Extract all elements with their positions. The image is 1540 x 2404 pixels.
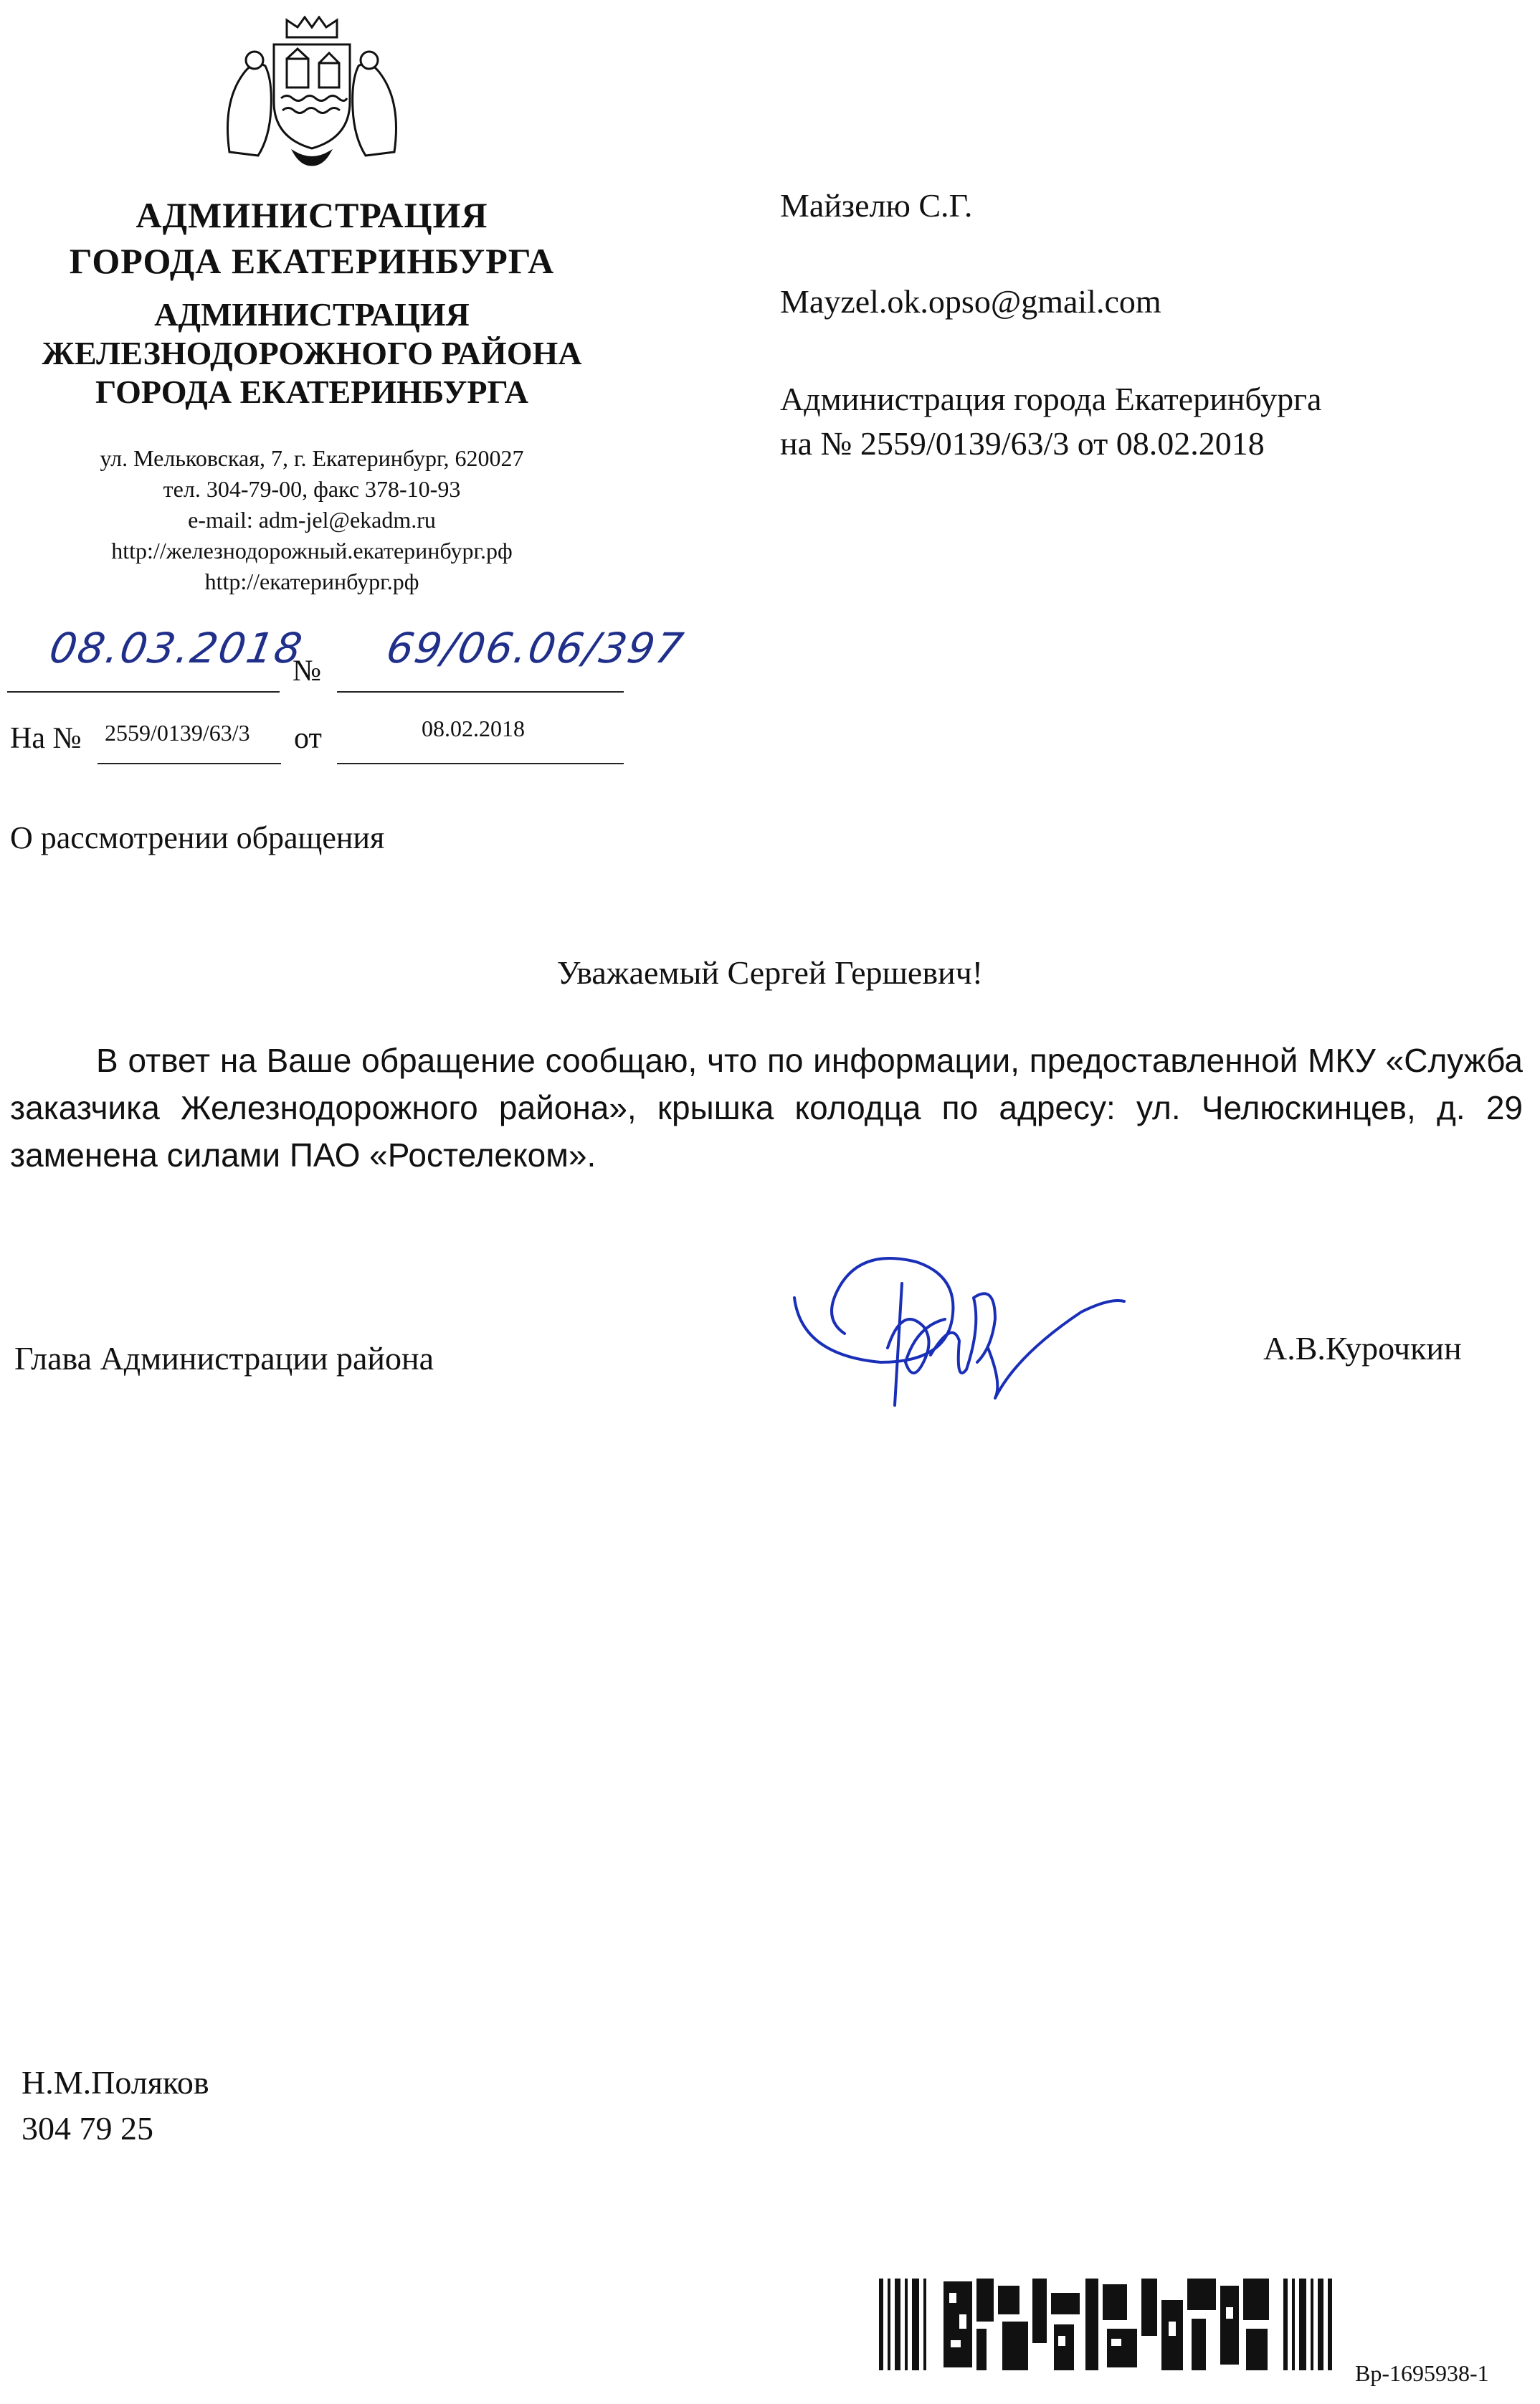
outgoing-number-handwritten: 69/06.06/397 xyxy=(383,624,688,673)
organization-name xyxy=(0,192,624,284)
website-district: http://железнодорожный.екатеринбург.рф xyxy=(111,538,513,564)
org-line-2: ГОРОДА ЕКАТЕРИНБУРГА xyxy=(69,241,555,281)
contact-details xyxy=(0,443,624,597)
suborg-line-1: АДМИНИСТРАЦИЯ xyxy=(154,296,470,333)
date-underline xyxy=(7,691,280,693)
reference-date-underline xyxy=(337,763,624,764)
body-paragraph xyxy=(10,1037,1523,1179)
suborg-line-2: ЖЕЛЕЗНОДОРОЖНОГО РАЙОНА xyxy=(42,335,582,371)
outgoing-date-handwritten: 08.03.2018 xyxy=(46,624,308,673)
letter-subject: О рассмотрении обращения xyxy=(10,820,385,855)
number-label: № xyxy=(293,655,322,688)
signatory-name: А.В.Курочкин xyxy=(1263,1330,1462,1367)
body-paragraph-text: В ответ на Ваше обращение сообщаю, что по информации, предоставленной МКУ «Служба заказчика Железнодорожного района», крышка колодца по адресу: ул. Челюскинцев, д. 29 заменена силами ПАО «Ростелеком». xyxy=(10,1042,1523,1174)
postal-address: ул. Мельковская, 7, г. Екатеринбург, 620027 xyxy=(100,445,524,471)
reference-date: 08.02.2018 xyxy=(422,716,525,741)
coat-of-arms-emblem xyxy=(215,16,409,166)
reference-label: На № xyxy=(10,722,82,755)
addressee-email: Mayzel.ok.opso@gmail.com xyxy=(780,283,1161,320)
reference-number-underline xyxy=(98,763,281,764)
addressee-name: Майзелю С.Г. xyxy=(780,187,973,224)
salutation: Уважаемый Сергей Гершевич! xyxy=(556,954,984,991)
website-city: http://екатеринбург.рф xyxy=(204,569,419,594)
executor-name: Н.М.Поляков xyxy=(22,2064,209,2101)
addressee-ref-line-2: на № 2559/0139/63/3 от 08.02.2018 xyxy=(780,425,1265,462)
email-address: e-mail: adm-jel@ekadm.ru xyxy=(188,507,436,533)
reference-from-label: от xyxy=(294,722,322,755)
addressee-ref-line-1: Администрация города Екатеринбурга xyxy=(780,381,1322,417)
barcode-id: Вр-1695938-1 xyxy=(1355,2360,1489,2386)
handwritten-signature xyxy=(780,1240,1139,1412)
suborg-line-3: ГОРОДА ЕКАТЕРИНБУРГА xyxy=(95,374,528,410)
signatory-title: Глава Администрации района xyxy=(14,1340,434,1377)
reference-number: 2559/0139/63/3 xyxy=(105,720,250,746)
addressee-reference xyxy=(780,377,1321,466)
document-barcode xyxy=(879,2279,1338,2370)
executor-phone: 304 79 25 xyxy=(22,2110,153,2147)
phone-fax: тел. 304-79-00, факс 378-10-93 xyxy=(163,476,461,502)
sub-organization-name xyxy=(0,295,624,412)
number-underline xyxy=(337,691,624,693)
org-line-1: АДМИНИСТРАЦИЯ xyxy=(136,195,488,235)
